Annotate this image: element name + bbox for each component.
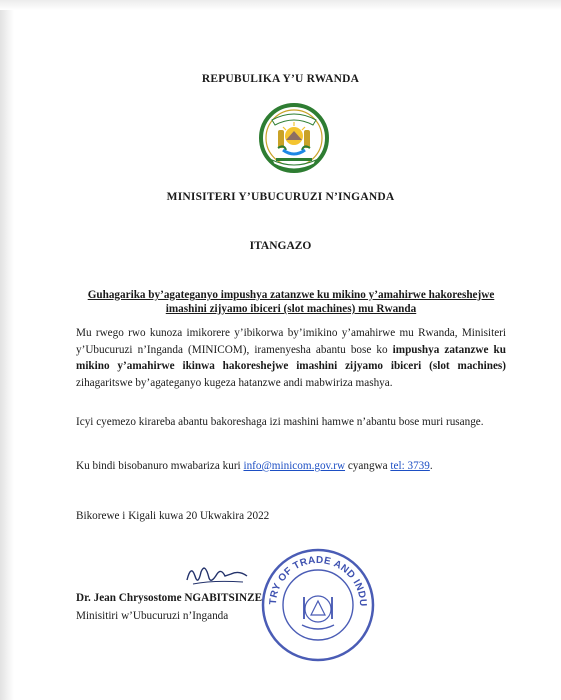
scan-shadow-left bbox=[0, 0, 14, 700]
signer-title: Minisitiri w’Ubucuruzi n’Inganda bbox=[76, 610, 229, 622]
paragraph-3-text-c: . bbox=[429, 460, 433, 472]
ministry-heading: MINISITERI Y’UBUCURUZI N’INGANDA bbox=[166, 191, 395, 203]
phone-link[interactable]: tel: 3739 bbox=[390, 460, 430, 472]
republic-heading: REPUBULIKA Y’U RWANDA bbox=[201, 73, 360, 85]
signer-name: Dr. Jean Chrysostome NGABITSINZE bbox=[76, 592, 263, 604]
notice-subject: Guhagarika by’agateganyo impushya zatanzwe ku mikino y’amahirwe hakoreshejwe imashini zijyamo ibiceri (slot machines) mu Rwanda bbox=[87, 289, 495, 315]
handwritten-signature bbox=[183, 558, 255, 592]
email-link[interactable]: info@minicom.gov.rw bbox=[243, 460, 346, 472]
rwanda-coat-of-arms-icon bbox=[258, 100, 330, 180]
ministry-stamp-icon bbox=[258, 545, 378, 665]
notice-title: ITANGAZO bbox=[249, 240, 312, 252]
date-line: Bikorewe i Kigali kuwa 20 Ukwakira 2022 bbox=[76, 510, 270, 522]
paragraph-1-text-b: zihagaritswe by’agateganyo kugeza hatanzwe andi mabwiriza mashya. bbox=[76, 376, 393, 389]
scan-shadow-top bbox=[0, 0, 561, 10]
paragraph-1-bold-text: impushya zatanzwe ku mikino y’amahirwe ikinwa hakoreshejwe imashini zijyamo ibiceri (slot machines) bbox=[76, 343, 506, 372]
body-paragraph-3 bbox=[76, 458, 506, 475]
body-paragraph-1 bbox=[76, 325, 506, 391]
paragraph-3-text-a: Ku bindi bisobanuro mwabariza kuri bbox=[76, 460, 244, 472]
svg-text:MINISTRY OF TRADE AND INDUSTRY: TRY OF TRADE AND INDU bbox=[267, 554, 369, 607]
paragraph-3-text-b: cyangwa bbox=[345, 460, 391, 472]
body-paragraph-2: Icyi cyemezo kirareba abantu bakoreshaga izi mashini hamwe n’abantu bose muri rusange. bbox=[76, 416, 484, 428]
paragraph-1-text-a: Mu rwego rwo kunoza imikorere y’ibikorwa by’imikino y’amahirwe mu Rwanda, Minisiteri y’Ubucuruzi n’Inganda (MINICOM), iramenyesha abantu bose ko bbox=[76, 327, 506, 356]
